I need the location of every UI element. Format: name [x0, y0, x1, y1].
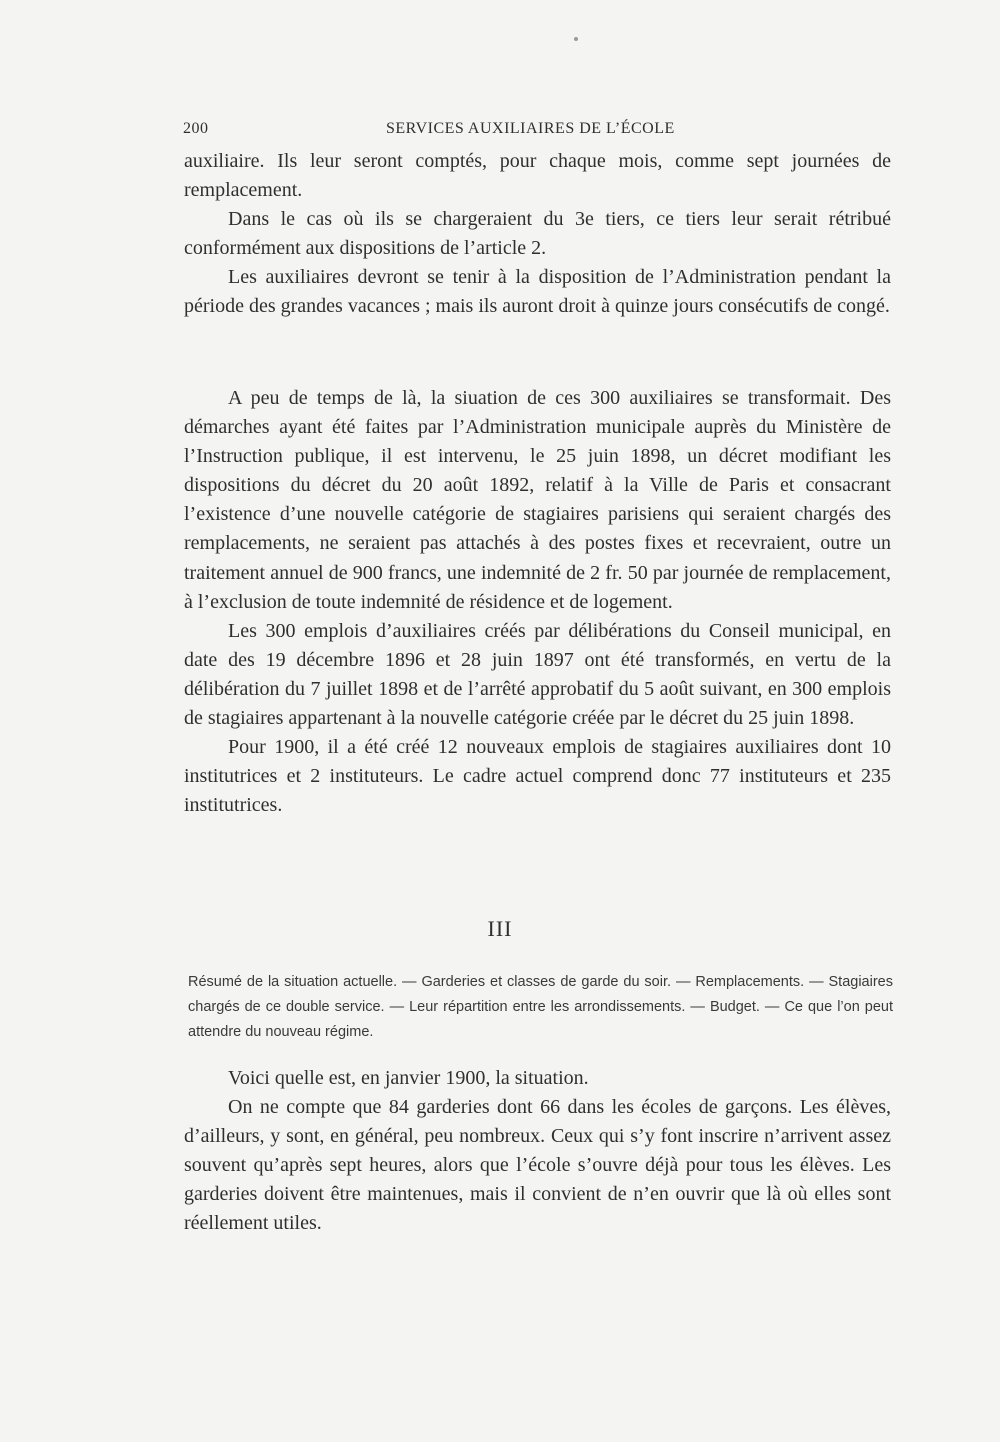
section-summary	[188, 970, 893, 1045]
page-number: 200	[183, 120, 209, 137]
running-title: SERVICES AUXILIAIRES DE L’ÉCOLE	[386, 120, 675, 137]
text-block-bottom	[184, 1064, 891, 1239]
paragraph: Les auxiliaires devront se tenir à la disposition de l’Administration pendant la période des grandes vacances ; mais ils auront droit à quinze jours consécutifs de congé.	[184, 266, 891, 318]
paragraph: Les 300 emplois d’auxiliaires créés par délibérations du Conseil municipal, en date des 19 décembre 1896 et 28 juin 1897 ont été transformés, en vertu de la délibération du 7 juillet 1898 et de l’arrêté approbatif du 5 août suivant, en 300 emplois de stagiaires appartenant à la nouvelle catégorie créée par le décret du 25 juin 1898.	[184, 619, 891, 730]
paragraph: Voici quelle est, en janvier 1900, la situation.	[228, 1067, 589, 1089]
summary-text: Résumé de la situation actuelle. — Garderies et classes de garde du soir. — Remplacements. — Stagiaires chargés de ce double service. — Leur répartition entre les arrondissements. — Budget. — Ce que l’on peut attendre du nouveau régime.	[188, 974, 893, 1040]
section-heading: III	[487, 916, 513, 941]
paragraph: On ne compte que 84 garderies dont 66 dans les écoles de garçons. Les élèves, d’ailleurs, y sont, en général, peu nombreux. Ceux qui s’y font inscrire n’arrivent assez souvent qu’après sept heures, alors que l’école s’ouvre déjà pour tous les élèves. Les garderies doivent être maintenues, mais il convient de n’en ouvrir que là où elles sont réellement utiles.	[184, 1096, 891, 1235]
paragraph: A peu de temps de là, la siuation de ces 300 auxiliaires se transformait. Des démarches ayant été faites par l’Administration municipale auprès du Ministère de l’Instruction publique, il est intervenu, le 25 juin 1898, un décret modifiant les dispositions du décret du 20 août 1892, relatif à la Ville de Paris et consacrant l’existence d’une nouvelle catégorie de stagiaires parisiens qui seraient chargés des remplacements, ne seraient pas attachés à des postes fixes et recevraient, outre un traitement annuel de 900 francs, une indemnité de 2 fr. 50 par journée de remplacement, à l’exclusion de toute indemnité de résidence et de logement.	[184, 387, 891, 613]
paragraph: Dans le cas où ils se chargeraient du 3e tiers, ce tiers leur serait rétribué conformément aux dispositions de l’article 2.	[184, 208, 891, 260]
paragraph: Pour 1900, il a été créé 12 nouveaux emplois de stagiaires auxiliaires dont 10 institutrices et 2 instituteurs. Le cadre actuel comprend donc 77 instituteurs et 235 institutrices.	[184, 736, 891, 817]
running-header	[183, 118, 893, 142]
text-block-top	[184, 147, 891, 322]
paragraph: auxiliaire. Ils leur seront comptés, pour chaque mois, comme sept journées de remplacement.	[184, 150, 891, 202]
text-block-middle	[184, 384, 891, 820]
paper-speck	[574, 37, 578, 41]
